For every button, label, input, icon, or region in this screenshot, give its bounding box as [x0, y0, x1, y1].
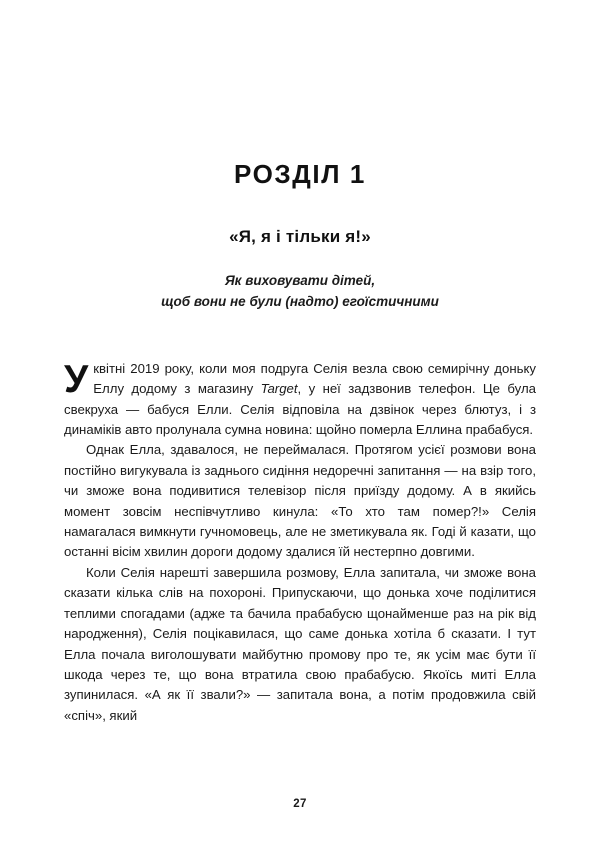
chapter-title: «Я, я і тільки я!» — [229, 226, 371, 246]
chapter-subtitle-line-2: щоб вони не були (надто) егоїстичними — [161, 293, 439, 309]
drop-cap-letter: У — [64, 357, 89, 401]
chapter-subtitle-line-1: Як виховувати дітей, — [224, 272, 376, 288]
paragraph-1 — [64, 359, 536, 441]
page-text-block — [64, 0, 536, 856]
paragraph-1-text-part-2: , у неї задзвонив телефон. Це була свекруха — бабуся Елли. Селія відповіла на дзвінок через блютуз, і з динаміків авто пролунала сумна новина: щойно померла Еллина прабабуся. — [64, 381, 536, 438]
page-number: 27 — [293, 798, 307, 810]
body-copy — [64, 313, 536, 726]
chapter-number-heading: РОЗДІЛ 1 — [234, 159, 366, 189]
paragraph-3: Коли Селія нарешті завершила розмову, Елла запитала, чи зможе вона сказати кілька слів на похороні. Припускаючи, що донька хоче поділитися теплими спогадами (адже та бачила прабабусю щонайменше раз на рік від народження), Селія поцікавилася, що саме донька хотіла б сказати. І тут Елла почала виголошувати майбутню промову про те, як усім має бути її шкода через те, що вона втратила свою прабабусю. Якоїсь миті Елла зупинилася. «А як її звали?» — запитала вона, а потім продовжила свій «спіч», який — [64, 564, 536, 723]
paragraph-2: Однак Елла, здавалося, не переймалася. Протягом усієї розмови вона постійно вигукувала із заднього сидіння недоречні запитання — на взір того, чи зможе вона подивитися телевізор після приїзду додому. А в якийсь момент зовсім неспівчутливо кинула: «То хто там помер?!» Селія намагалася вимкнути гучномовець, але не зметикувала як. Годі й казати, що останні вісім хвилин дороги додому здалися їй нестерпно довгими. — [64, 442, 536, 560]
chapter-subtitle — [64, 247, 536, 313]
paragraph-1-text-part-1: квітні 2019 року, коли моя подруга Селія везла свою семирічну доньку Еллу додому з магазину — [93, 360, 536, 397]
brand-name-target: Target — [260, 381, 298, 397]
